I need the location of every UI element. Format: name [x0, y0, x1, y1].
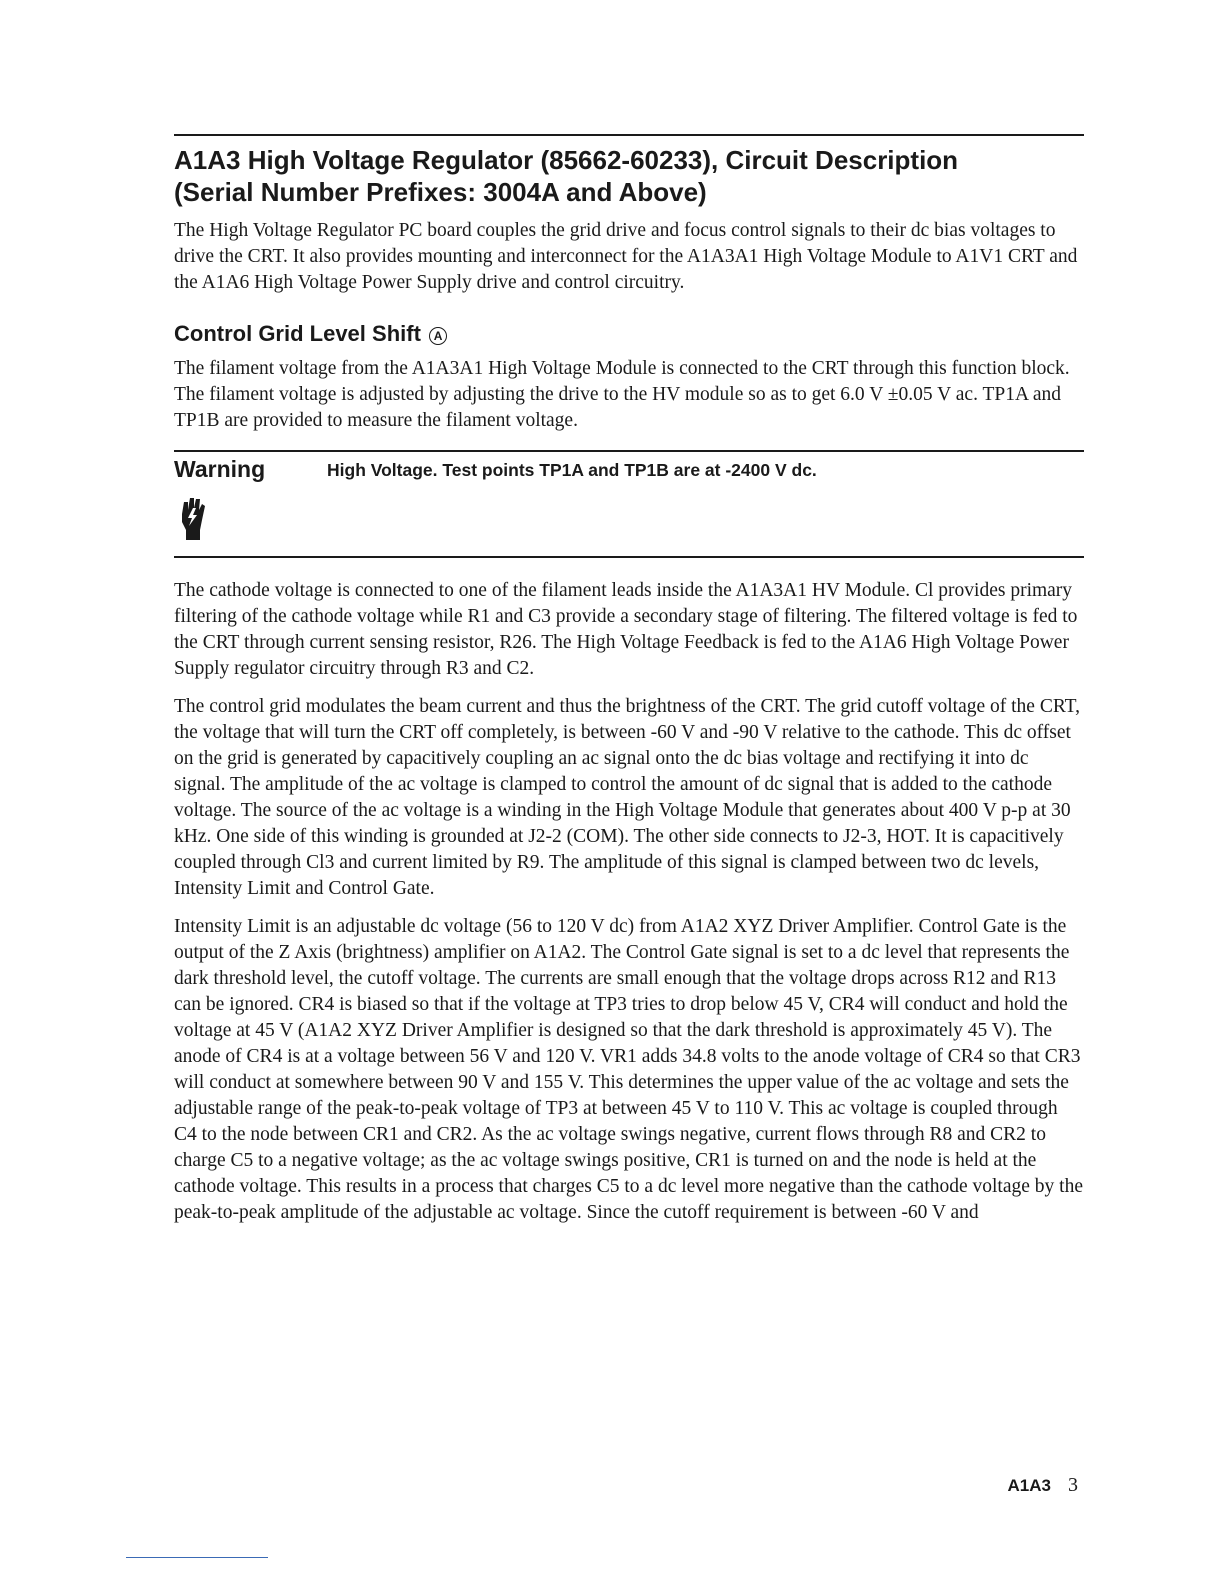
warning-label: Warning — [174, 456, 266, 482]
title-line-2: (Serial Number Prefixes: 3004A and Above) — [174, 177, 707, 207]
warning-box — [174, 450, 1084, 558]
page-content — [174, 134, 1084, 1226]
section-heading — [174, 320, 1084, 348]
warning-top-rule — [174, 450, 1084, 452]
page-number: 3 — [1068, 1474, 1078, 1496]
title-line-1: A1A3 High Voltage Regulator (85662-60233), Circuit Description — [174, 145, 959, 175]
intro-paragraph: The High Voltage Regulator PC board couples the grid drive and focus control signals to their dc bias voltages to drive the CRT. It also provides mounting and interconnect for the A1A3A1 High Voltage Module to A1V1 CRT and the A1A6 High Voltage Power Supply drive and control circuitry. — [174, 220, 1078, 293]
cathode-paragraph: The cathode voltage is connected to one of the filament leads inside the A1A3A1 HV Module. Cl provides primary filtering of the cathode voltage while R1 and C3 provide a secondary stage of filtering. The filtered voltage is fed to the CRT through current sensing resistor, R26. The High Voltage Feedback is fed to the A1A6 High Voltage Power Supply regulator circuitry through R3 and C2. — [174, 580, 1078, 679]
control-grid-paragraph: The control grid modulates the beam current and thus the brightness of the CRT. The grid cutoff voltage of the CRT, the voltage that will turn the CRT off completely, is between -60 V and -90 V relative to the cathode. This dc offset on the grid is generated by capacitively coupling an ac signal onto the dc bias voltage and rectifying it into dc signal. The amplitude of the ac voltage is clamped to control the amount of dc signal that is added to the cathode voltage. The source of the ac voltage is a winding in the High Voltage Module that generates about 400 V p-p at 30 kHz. One side of this winding is grounded at J2-2 (COM). The other side connects to J2-3, HOT. It is capacitively coupled through Cl3 and current limited by R9. The amplitude of this signal is clamped between two dc levels, Intensity Limit and Control Gate. — [174, 696, 1080, 899]
high-voltage-hand-icon — [178, 496, 206, 542]
top-rule — [174, 134, 1084, 136]
circled-a-badge: A — [429, 327, 447, 345]
page-footer — [1008, 1474, 1078, 1497]
footer-section: A1A3 — [1007, 1476, 1051, 1495]
warning-text: High Voltage. Test points TP1A and TP1B are at -2400 V dc. — [327, 460, 817, 480]
section-heading-text: Control Grid Level Shift — [174, 321, 421, 346]
page-title — [174, 144, 1084, 208]
filament-paragraph: The filament voltage from the A1A3A1 High Voltage Module is connected to the CRT through this function block. The filament voltage is adjusted by adjusting the drive to the HV module so as to get 6.0 V ±0.05 V ac. TP1A and TP1B are provided to measure the filament voltage. — [174, 358, 1070, 431]
warning-bottom-rule — [174, 556, 1084, 558]
footnote-rule — [126, 1557, 268, 1558]
intensity-limit-paragraph: Intensity Limit is an adjustable dc voltage (56 to 120 V dc) from A1A2 XYZ Driver Amplifier. Control Gate is the output of the Z Axis (brightness) amplifier on A1A2. The Control Gate signal is set to a dc level that represents the dark threshold level, the cutoff voltage. The currents are small enough that the voltage drops across R12 and R13 can be ignored. CR4 is biased so that if the voltage at TP3 tries to drop below 45 V, CR4 will conduct and hold the voltage at 45 V (A1A2 XYZ Driver Amplifier is designed so that the dark threshold is approximately 45 V). The anode of CR4 is at a voltage between 56 V and 120 V. VR1 adds 34.8 volts to the anode voltage of CR4 so that CR3 will conduct at somewhere between 90 V and 155 V. This determines the upper value of the ac voltage and sets the adjustable range of the peak-to-peak voltage of TP3 at between 45 V to 110 V. This ac voltage is coupled through C4 to the node between CR1 and CR2. As the ac voltage swings negative, current flows through R8 and CR2 to charge C5 to a negative voltage; as the ac voltage swings positive, CR1 is turned on and the node is held at the cathode voltage. This results in a process that charges C5 to a dc level more negative than the cathode voltage by the peak-to-peak amplitude of the adjustable ac voltage. Since the cutoff requirement is between -60 V and — [174, 916, 1083, 1223]
